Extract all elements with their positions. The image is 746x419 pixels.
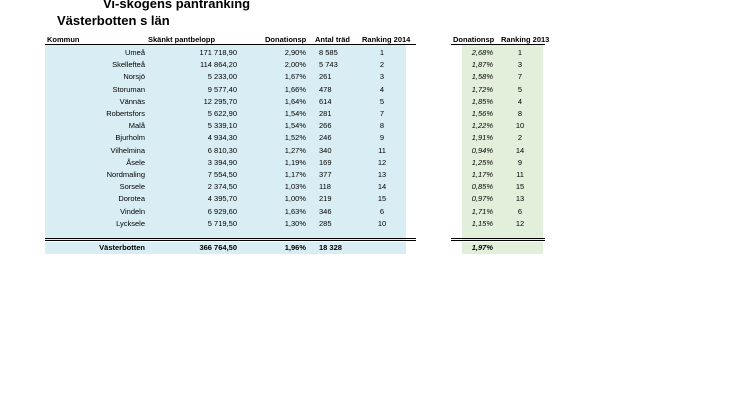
cell-kommun: Lycksele <box>116 218 145 228</box>
cell-rank2013: 7 <box>517 72 523 82</box>
cell-belopp: 114 864,20 <box>200 60 237 70</box>
cell-donation2013: 1,25% <box>471 157 493 167</box>
cell-kommun: Vindeln <box>120 206 145 216</box>
cell-belopp: 6 810,30 <box>207 145 237 155</box>
header-rank2014: Ranking 2014 <box>362 35 411 44</box>
cell-donation: 1,03% <box>284 182 306 192</box>
cell-rank2013: 15 <box>515 182 525 192</box>
cell-rank2013: 4 <box>517 96 523 106</box>
report-subtitle: Västerbotten s län <box>57 13 170 28</box>
cell-donation: 1,30% <box>284 218 306 228</box>
cell-rank2013: 1 <box>517 48 523 57</box>
cell-donation2013: 1,85% <box>471 96 493 106</box>
cell-rank2014: 8 <box>379 121 385 131</box>
cell-kommun: Norsjö <box>123 72 145 82</box>
cell-belopp: 5 233,00 <box>207 72 237 82</box>
total-rule-left-2 <box>45 240 416 241</box>
report-title: Vi-skogens pantranking <box>103 0 251 11</box>
cell-belopp: 5 339,10 <box>207 121 237 131</box>
cell-belopp: 3 394,90 <box>207 157 237 167</box>
total-belopp: 366 764,50 <box>199 243 237 252</box>
cell-rank2013: 10 <box>515 121 525 131</box>
cell-belopp: 7 554,50 <box>207 170 237 179</box>
cell-belopp: 5 622,90 <box>207 109 237 118</box>
cell-kommun: Åsele <box>126 157 145 167</box>
cell-donation2013: 2,68% <box>471 48 493 57</box>
cell-rank2013: 2 <box>517 133 523 143</box>
total-donation2013: 1,97% <box>471 243 493 252</box>
cell-rank2014: 3 <box>379 72 385 82</box>
cell-donation2013: 0,94% <box>471 145 493 155</box>
cell-donation: 2,00% <box>284 60 306 70</box>
header-donation2013: Donationsp <box>453 35 495 44</box>
cell-donation2013: 1,17% <box>471 170 493 179</box>
header-belopp: Skänkt pantbelopp <box>148 35 216 44</box>
cell-trad: 246 <box>319 133 332 143</box>
cell-belopp: 9 577,40 <box>207 84 237 94</box>
cell-rank2013: 5 <box>517 84 523 94</box>
cell-kommun: Nordmaling <box>106 170 145 179</box>
cell-rank2013: 11 <box>516 170 524 179</box>
cell-belopp: 6 929,60 <box>207 206 237 216</box>
cell-trad: 614 <box>319 96 332 106</box>
cell-rank2014: 5 <box>379 96 385 106</box>
cell-belopp: 5 719,50 <box>207 218 237 228</box>
cell-donation: 1,19% <box>284 157 306 167</box>
cell-trad: 8 585 <box>319 48 338 57</box>
cell-kommun: Storuman <box>112 84 145 94</box>
cell-belopp: 12 295,70 <box>203 96 237 106</box>
cell-kommun: Vilhelmina <box>110 145 145 155</box>
cell-donation2013: 1,91% <box>471 133 493 143</box>
total-kommun: Västerbotten <box>99 243 145 252</box>
cell-donation2013: 1,72% <box>471 84 493 94</box>
total-trad: 18 328 <box>319 243 342 252</box>
cell-kommun: Sorsele <box>119 182 145 192</box>
cell-trad: 377 <box>319 170 332 179</box>
cell-kommun: Bjurholm <box>115 133 145 143</box>
total-donation: 1,96% <box>284 243 306 252</box>
cell-trad: 219 <box>319 194 332 204</box>
cell-rank2013: 14 <box>515 145 525 155</box>
cell-donation: 2,90% <box>284 48 306 57</box>
cell-rank2013: 8 <box>517 109 523 118</box>
cell-trad: 285 <box>319 218 332 228</box>
cell-donation2013: 1,71% <box>471 206 493 216</box>
header-donation: Donationsp <box>265 35 307 44</box>
cell-donation: 1,63% <box>284 206 306 216</box>
cell-kommun: Dorotea <box>118 194 145 204</box>
total-rule-right-2 <box>451 240 545 241</box>
cell-rank2013: 12 <box>515 218 525 228</box>
cell-rank2014: 14 <box>377 182 387 192</box>
cell-donation: 1,27% <box>284 145 306 155</box>
cell-rank2013: 3 <box>517 60 523 70</box>
cell-rank2013: 13 <box>515 194 525 204</box>
cell-kommun: Skellefteå <box>112 60 145 70</box>
cell-rank2014: 12 <box>377 157 387 167</box>
cell-rank2013: 6 <box>517 206 523 216</box>
cell-rank2014: 15 <box>377 194 387 204</box>
cell-donation2013: 1,15% <box>471 218 493 228</box>
cell-rank2014: 9 <box>379 133 385 143</box>
header-trad: Antal träd <box>315 35 351 44</box>
cell-donation: 1,00% <box>284 194 306 204</box>
cell-rank2014: 13 <box>377 170 387 179</box>
cell-donation: 1,66% <box>284 84 306 94</box>
cell-donation2013: 1,58% <box>471 72 493 82</box>
cell-trad: 478 <box>319 84 332 94</box>
cell-trad: 169 <box>319 157 332 167</box>
cell-donation: 1,64% <box>284 96 306 106</box>
cell-rank2013: 9 <box>517 157 523 167</box>
cell-trad: 261 <box>319 72 332 82</box>
cell-donation2013: 0,85% <box>471 182 493 192</box>
cell-rank2014: 2 <box>379 60 385 70</box>
cell-donation2013: 1,56% <box>471 109 493 118</box>
header-rank2013: Ranking 2013 <box>501 35 550 44</box>
cell-trad: 266 <box>319 121 332 131</box>
cell-kommun: Malå <box>128 121 145 131</box>
cell-rank2014: 1 <box>379 48 385 57</box>
cell-rank2014: 6 <box>379 206 385 216</box>
cell-trad: 5 743 <box>319 60 338 70</box>
cell-donation: 1,17% <box>284 170 306 179</box>
cell-trad: 281 <box>319 109 332 118</box>
total-rule-left-1 <box>45 238 416 239</box>
cell-donation2013: 1,22% <box>471 121 493 131</box>
cell-trad: 346 <box>319 206 332 216</box>
cell-donation2013: 1,87% <box>471 60 493 70</box>
cell-rank2014: 4 <box>379 84 385 94</box>
cell-belopp: 4 395,70 <box>207 194 237 204</box>
cell-donation: 1,67% <box>284 72 306 82</box>
header-kommun: Kommun <box>47 35 80 44</box>
cell-belopp: 2 374,50 <box>207 182 237 192</box>
cell-donation: 1,54% <box>284 109 306 118</box>
cell-donation: 1,54% <box>284 121 306 131</box>
total-rule-right-1 <box>451 238 545 239</box>
cell-donation2013: 0,97% <box>471 194 493 204</box>
cell-kommun: Vännäs <box>119 96 145 106</box>
cell-rank2014: 7 <box>379 109 385 118</box>
cell-rank2014: 11 <box>378 145 386 155</box>
cell-donation: 1,52% <box>284 133 306 143</box>
cell-kommun: Robertsfors <box>106 109 145 118</box>
cell-kommun: Umeå <box>124 48 145 57</box>
cell-belopp: 4 934,30 <box>207 133 237 143</box>
cell-rank2014: 10 <box>377 218 387 228</box>
cell-belopp: 171 718,90 <box>199 48 237 57</box>
cell-trad: 118 <box>319 182 331 192</box>
cell-trad: 340 <box>319 145 332 155</box>
